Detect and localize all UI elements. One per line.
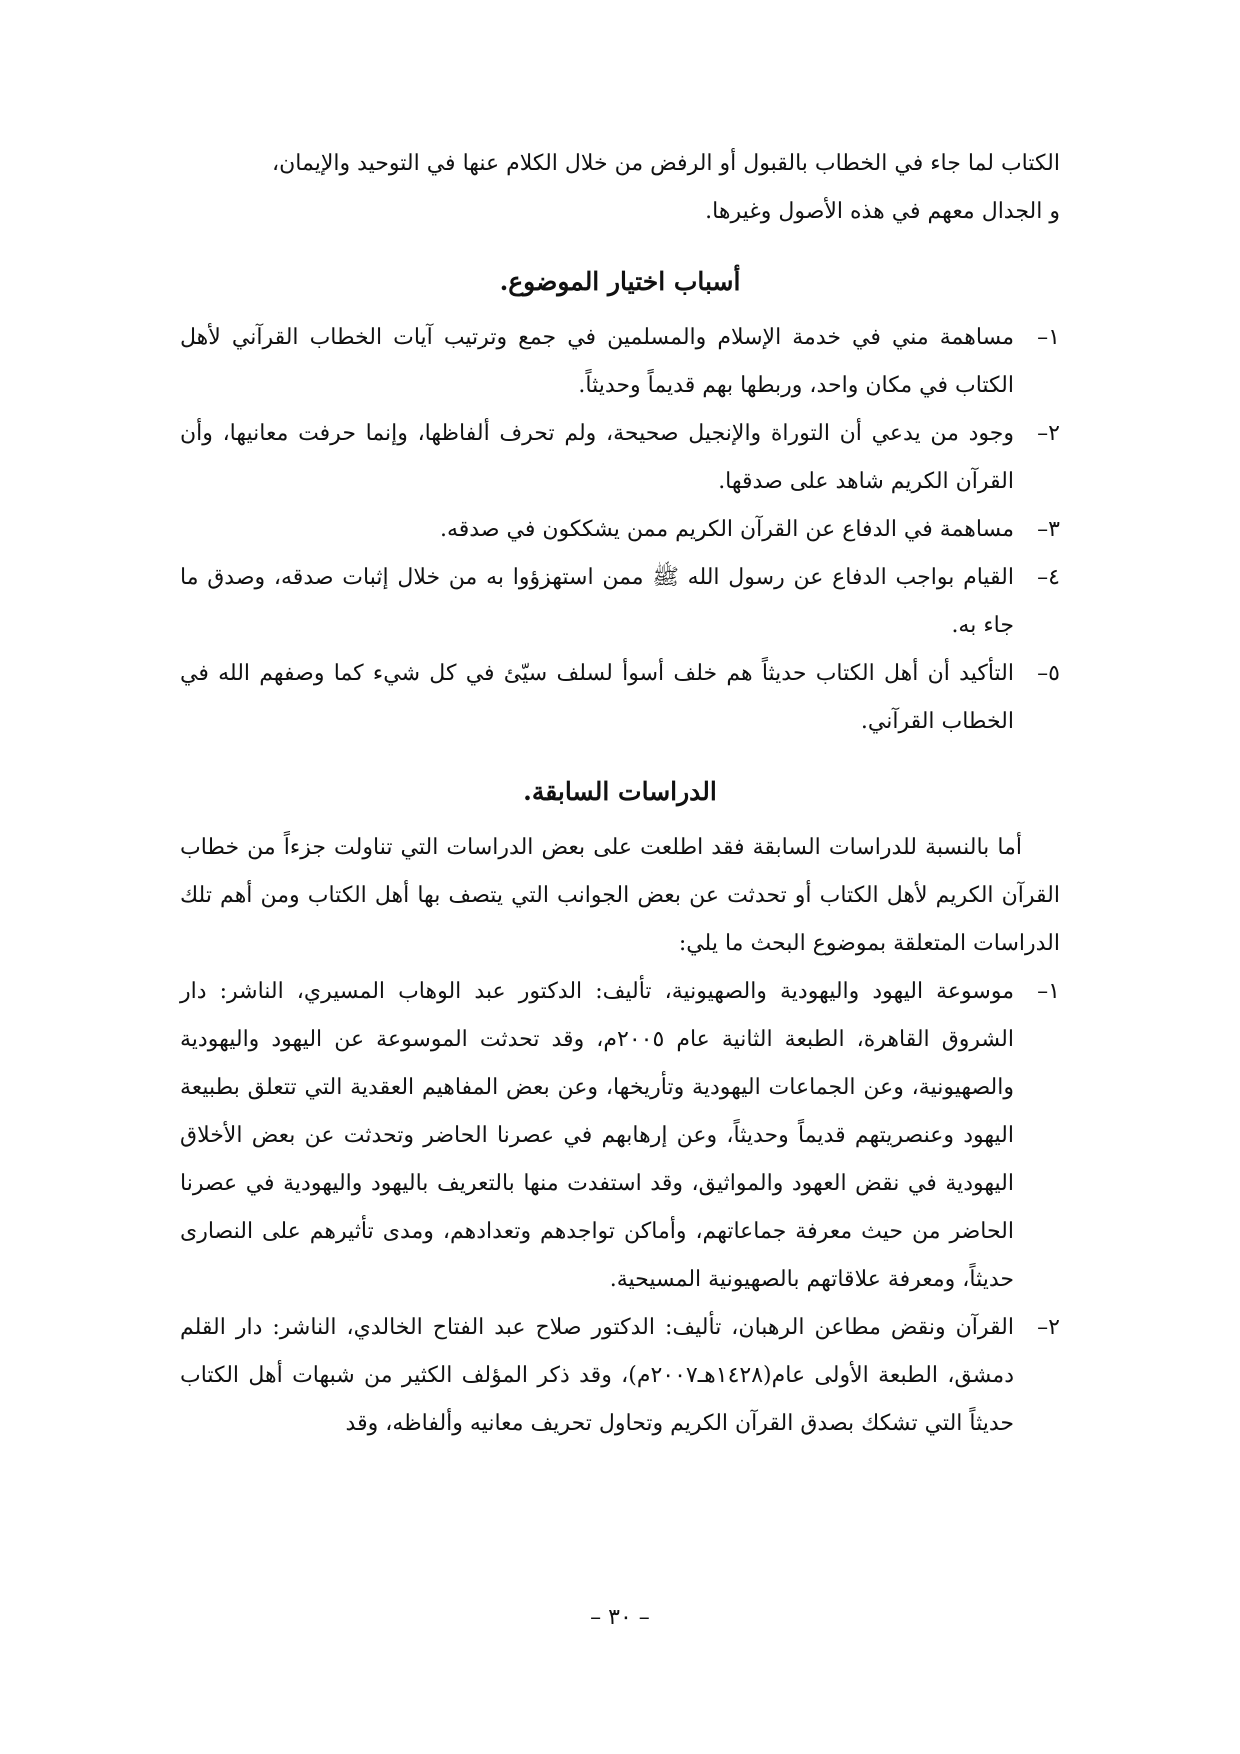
item-number: ٥– [1037, 661, 1060, 686]
item-number: ٢– [1037, 421, 1060, 446]
section-heading-reasons: أسباب اختيار الموضوع. [499, 267, 741, 296]
intro-line-2: و الجدال معهم في هذه الأصول وغيرها. [705, 199, 1060, 224]
item-text: القيام بواجب الدفاع عن رسول الله ﷺ ممن استهزؤوا به من خلال إثبات صدقه، وصدق ما جاء به. [180, 565, 1014, 638]
item-text: القرآن ونقض مطاعن الرهبان، تأليف: الدكتور صلاح عبد الفتاح الخالدي، الناشر: دار القلم دمشق، الطبعة الأولى عام(١٤٢٨هـ٢٠٠٧م)، وقد ذكر المؤلف الكثير من شبهات أهل الكتاب حديثاً التي تشكك بصدق القرآن الكريم وتحاول تحريف معانيه وألفاظه، وقد [180, 1315, 1015, 1436]
reasons-list [180, 314, 1060, 746]
item-text: وجود من يدعي أن التوراة والإنجيل صحيحة، ولم تحرف ألفاظها، وإنما حرفت معانيها، وأن القرآن الكريم شاهد على صدقها. [180, 421, 1014, 494]
item-text: مساهمة في الدفاع عن القرآن الكريم ممن يشككون في صدقه. [439, 517, 1014, 542]
item-number: ٣– [1037, 517, 1060, 542]
document-page [180, 140, 1060, 1448]
list-item [180, 650, 1060, 746]
item-number: ٤– [1037, 565, 1060, 590]
item-text: موسوعة اليهود واليهودية والصهيونية، تأليف: الدكتور عبد الوهاب المسيري، الناشر: دار الشروق القاهرة، الطبعة الثانية عام ٢٠٠٥م، وقد تحدثت الموسوعة عن اليهود واليهودية والصهيونية، وعن الجماعات اليهودية وتأريخها، وعن بعض المفاهيم العقدية التي تتعلق بطبيعة اليهود وعنصريتهم قديماً وحديثاً، وعن إرهابهم في عصرنا الحاضر وتحدثت عن بعض الأخلاق اليهودية في نقض العهود والمواثيق، وقد استفدت منها بالتعريف باليهود واليهودية في عصرنا الحاضر من حيث معرفة جماعاتهم، وأماكن تواجدهم وتعدادهم، ومدى تأثيرهم على النصارى حديثاً، ومعرفة علاقاتهم بالصهيونية المسيحية. [180, 979, 1014, 1292]
list-item [180, 1304, 1060, 1448]
list-item [180, 410, 1060, 506]
list-item [180, 968, 1060, 1304]
section-heading-previous-studies: الدراسات السابقة. [523, 777, 717, 806]
page-number: – ٣٠ – [590, 1605, 650, 1630]
item-text: التأكيد أن أهل الكتاب حديثاً هم خلف أسوأ لسلف سيّئ في كل شيء كما وصفهم الله في الخطاب القرآني. [180, 661, 1014, 734]
list-item [180, 554, 1060, 650]
item-number: ٢– [1037, 1315, 1060, 1340]
item-text: مساهمة مني في خدمة الإسلام والمسلمين في جمع وترتيب آيات الخطاب القرآني لأهل الكتاب في مكان واحد، وربطها بهم قديماً وحديثاً. [180, 325, 1014, 398]
previous-studies-paragraph: أما بالنسبة للدراسات السابقة فقد اطلعت على بعض الدراسات التي تناولت جزءاً من خطاب القرآن الكريم لأهل الكتاب أو تحدثت عن بعض الجوانب التي يتصف بها أهل الكتاب ومن أهم تلك الدراسات المتعلقة بموضوع البحث ما يلي: [180, 835, 1060, 956]
list-item [180, 506, 1060, 554]
list-item [180, 314, 1060, 410]
studies-list [180, 968, 1060, 1448]
item-number: ١– [1037, 979, 1060, 1004]
item-number: ١– [1037, 325, 1060, 350]
intro-line-1: الكتاب لما جاء في الخطاب بالقبول أو الرفض من خلال الكلام عنها في التوحيد والإيمان، [272, 151, 1060, 176]
